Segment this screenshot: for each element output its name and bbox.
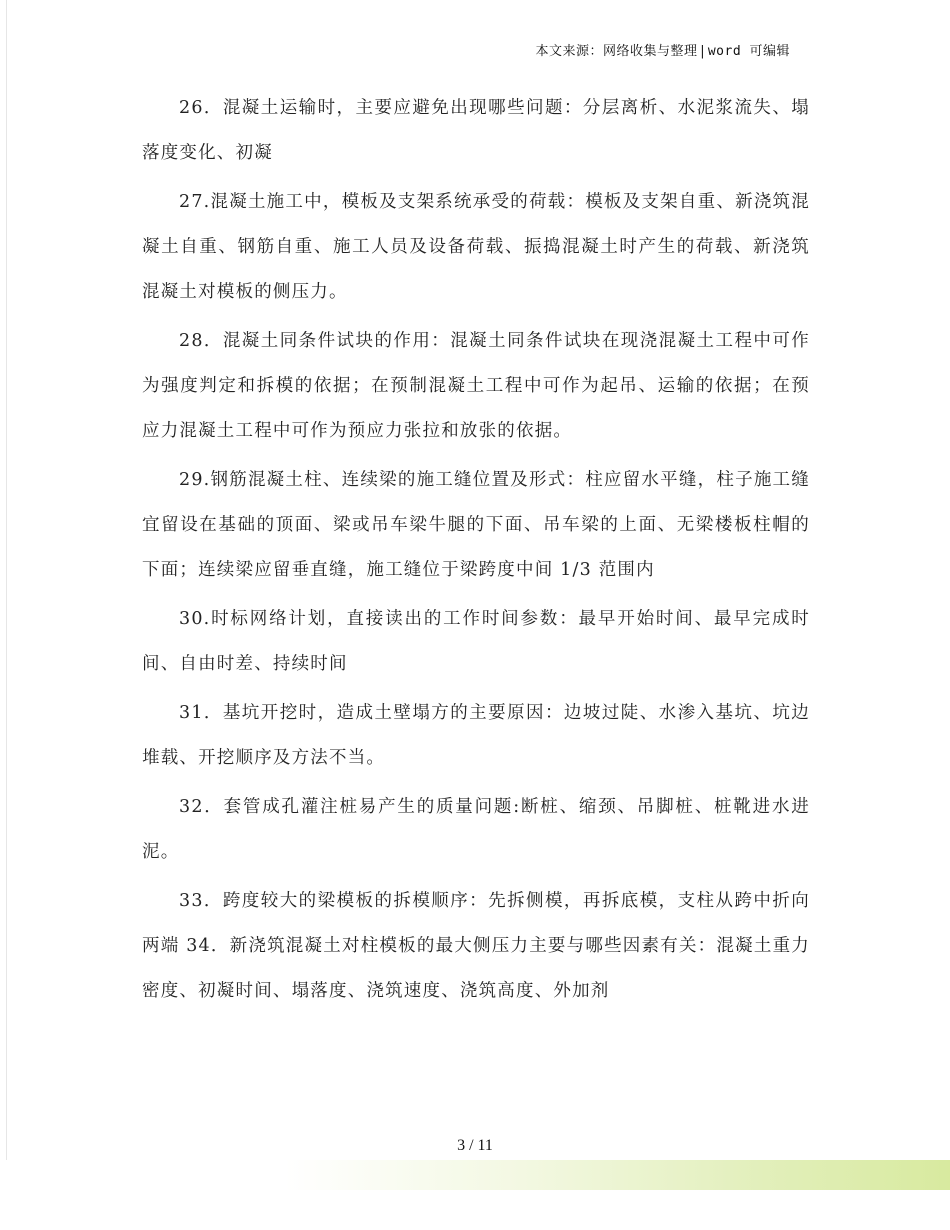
paragraph-26: 26．混凝土运输时，主要应避免出现哪些问题：分层离析、水泥浆流失、塌落度变化、初凝 xyxy=(142,98,810,163)
paragraph-29: 29.钢筋混凝土柱、连续梁的施工缝位置及形式：柱应留水平缝，柱子施工缝宜留设在基础的顶面、梁或吊车梁牛腿的下面、吊车梁的上面、无梁楼板柱帽的下面；连续梁应留垂直缝，施工缝位于梁跨度中间 1/3 范围内 xyxy=(142,470,810,580)
page-header xyxy=(536,40,790,59)
document-body xyxy=(142,86,810,1018)
paragraph-27: 27.混凝土施工中，模板及支架系统承受的荷载：模板及支架自重、新浇筑混凝土自重、钢筋自重、施工人员及设备荷载、振捣混凝土时产生的荷载、新浇筑混凝土对模板的侧压力。 xyxy=(142,192,810,302)
paragraph-32: 32．套管成孔灌注桩易产生的质量问题:断桩、缩颈、吊脚桩、桩靴进水进泥。 xyxy=(142,797,810,862)
paragraph-33: 33．跨度较大的梁模板的拆模顺序：先拆侧模，再拆底模，支柱从跨中折向两端 34．新浇筑混凝土对柱模板的最大侧压力主要与哪些因素有关：混凝土重力密度、初凝时间、塌落度、浇筑速度、浇筑高度、外加剂 xyxy=(142,891,810,1001)
header-separator: | xyxy=(698,44,707,59)
header-source-text: 本文来源：网络收集与整理 xyxy=(535,44,698,59)
footer-decoration xyxy=(0,1160,950,1190)
paragraph-30: 30.时标网络计划，直接读出的工作时间参数：最早开始时间、最早完成时间、自由时差、持续时间 xyxy=(142,609,810,674)
paragraph-28: 28．混凝土同条件试块的作用：混凝土同条件试块在现浇混凝土工程中可作为强度判定和拆模的依据；在预制混凝土工程中可作为起吊、运输的依据；在预应力混凝土工程中可作为预应力张拉和放张的依据。 xyxy=(142,331,810,441)
page-number: 3 / 11 xyxy=(457,1137,493,1154)
header-edit-text: word 可编辑 xyxy=(707,44,790,59)
paragraph-31: 31．基坑开挖时，造成土壁塌方的主要原因：边坡过陡、水渗入基坑、坑边堆载、开挖顺序及方法不当。 xyxy=(142,703,810,768)
page-edge xyxy=(6,0,7,1190)
